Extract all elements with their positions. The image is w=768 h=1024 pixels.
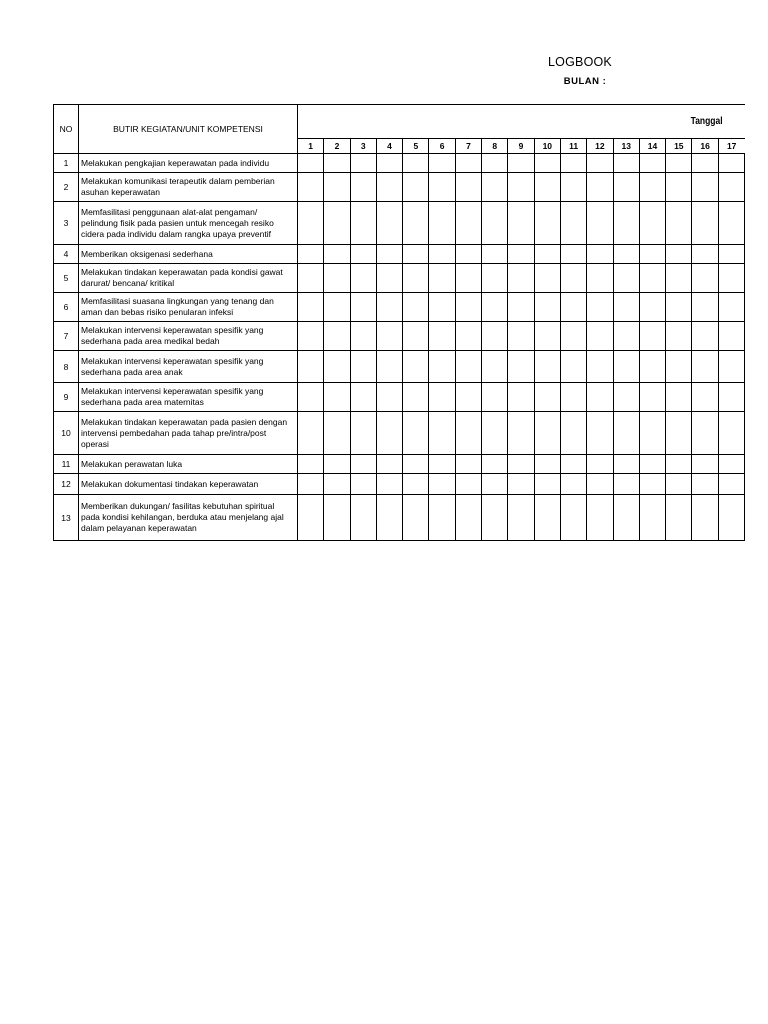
date-cell[interactable] xyxy=(560,322,586,351)
date-cell[interactable] xyxy=(587,173,613,202)
date-cell[interactable] xyxy=(639,293,665,322)
date-cell[interactable] xyxy=(587,322,613,351)
date-cell[interactable] xyxy=(350,474,376,495)
date-cell[interactable] xyxy=(587,495,613,541)
date-cell[interactable] xyxy=(718,322,744,351)
activity-description: Melakukan dokumentasi tindakan keperawatan xyxy=(79,474,298,495)
date-cell[interactable] xyxy=(403,383,429,412)
date-cell[interactable] xyxy=(666,173,692,202)
date-cell[interactable] xyxy=(639,351,665,383)
date-cell[interactable] xyxy=(639,173,665,202)
table-row xyxy=(54,202,745,245)
date-cell[interactable] xyxy=(376,322,402,351)
row-number: 9 xyxy=(54,383,79,412)
day-header-14: 14 xyxy=(639,139,665,154)
date-cell[interactable] xyxy=(692,173,718,202)
date-cell[interactable] xyxy=(403,474,429,495)
date-cell[interactable] xyxy=(455,351,481,383)
table-row xyxy=(54,264,745,293)
date-cell[interactable] xyxy=(613,154,639,173)
date-cell[interactable] xyxy=(324,383,350,412)
date-cell[interactable] xyxy=(482,495,508,541)
date-cell[interactable] xyxy=(508,474,534,495)
date-cell[interactable] xyxy=(455,245,481,264)
date-cell[interactable] xyxy=(613,173,639,202)
date-cell[interactable] xyxy=(718,455,744,474)
date-cell[interactable] xyxy=(718,154,744,173)
header-row xyxy=(54,105,745,139)
date-cell[interactable] xyxy=(718,173,744,202)
date-cell[interactable] xyxy=(324,455,350,474)
date-cell[interactable] xyxy=(508,495,534,541)
date-cell[interactable] xyxy=(639,322,665,351)
date-cell[interactable] xyxy=(482,474,508,495)
row-number: 8 xyxy=(54,351,79,383)
date-cell[interactable] xyxy=(692,455,718,474)
day-header-7: 7 xyxy=(455,139,481,154)
date-cell[interactable] xyxy=(587,383,613,412)
date-cell[interactable] xyxy=(429,202,455,245)
date-cell[interactable] xyxy=(534,154,560,173)
date-cell[interactable] xyxy=(298,412,324,455)
date-cell[interactable] xyxy=(666,351,692,383)
day-header-16: 16 xyxy=(692,139,718,154)
date-cell[interactable] xyxy=(324,202,350,245)
date-cell[interactable] xyxy=(376,412,402,455)
table-row xyxy=(54,245,745,264)
date-cell[interactable] xyxy=(482,293,508,322)
date-cell[interactable] xyxy=(639,383,665,412)
column-header-date xyxy=(298,105,745,139)
date-cell[interactable] xyxy=(692,412,718,455)
date-cell[interactable] xyxy=(718,245,744,264)
date-cell[interactable] xyxy=(718,383,744,412)
date-cell[interactable] xyxy=(613,474,639,495)
date-cell[interactable] xyxy=(560,495,586,541)
date-cell[interactable] xyxy=(429,293,455,322)
date-cell[interactable] xyxy=(534,351,560,383)
date-cell[interactable] xyxy=(376,264,402,293)
activity-description: Melakukan pengkajian keperawatan pada individu xyxy=(79,154,298,173)
date-cell[interactable] xyxy=(718,293,744,322)
date-cell[interactable] xyxy=(613,293,639,322)
date-cell[interactable] xyxy=(298,351,324,383)
column-header-no: NO xyxy=(54,105,79,154)
day-header-15: 15 xyxy=(666,139,692,154)
date-cell[interactable] xyxy=(534,455,560,474)
table-row xyxy=(54,383,745,412)
activity-description: Melakukan intervensi keperawatan spesifik yang sederhana pada area maternitas xyxy=(79,383,298,412)
date-cell[interactable] xyxy=(350,412,376,455)
date-cell[interactable] xyxy=(298,322,324,351)
activity-description: Melakukan tindakan keperawatan pada kondisi gawat darurat/ bencana/ kritikal xyxy=(79,264,298,293)
date-cell[interactable] xyxy=(455,154,481,173)
date-cell[interactable] xyxy=(666,264,692,293)
day-header-4: 4 xyxy=(376,139,402,154)
date-cell[interactable] xyxy=(455,495,481,541)
date-cell[interactable] xyxy=(587,351,613,383)
day-header-6: 6 xyxy=(429,139,455,154)
day-header-2: 2 xyxy=(324,139,350,154)
date-cell[interactable] xyxy=(534,202,560,245)
date-cell[interactable] xyxy=(613,245,639,264)
date-cell[interactable] xyxy=(376,351,402,383)
date-cell[interactable] xyxy=(508,245,534,264)
date-cell[interactable] xyxy=(324,412,350,455)
date-cell[interactable] xyxy=(613,412,639,455)
date-cell[interactable] xyxy=(587,264,613,293)
date-cell[interactable] xyxy=(718,474,744,495)
day-header-12: 12 xyxy=(587,139,613,154)
date-cell[interactable] xyxy=(560,293,586,322)
row-number: 10 xyxy=(54,412,79,455)
month-label: BULAN : xyxy=(563,76,607,87)
date-cell[interactable] xyxy=(429,173,455,202)
date-cell[interactable] xyxy=(666,154,692,173)
activity-description: Memfasilitasi suasana lingkungan yang tenang dan aman dan bebas risiko penularan infeksi xyxy=(79,293,298,322)
date-cell[interactable] xyxy=(692,351,718,383)
day-header-5: 5 xyxy=(403,139,429,154)
date-cell[interactable] xyxy=(534,474,560,495)
date-cell[interactable] xyxy=(560,173,586,202)
activity-description: Melakukan perawatan luka xyxy=(79,455,298,474)
row-number: 7 xyxy=(54,322,79,351)
row-number: 2 xyxy=(54,173,79,202)
date-cell[interactable] xyxy=(587,202,613,245)
date-cell[interactable] xyxy=(587,154,613,173)
date-cell[interactable] xyxy=(350,264,376,293)
date-cell[interactable] xyxy=(613,322,639,351)
row-number: 5 xyxy=(54,264,79,293)
date-cell[interactable] xyxy=(350,322,376,351)
date-cell[interactable] xyxy=(639,264,665,293)
activity-description: Memfasilitasi penggunaan alat-alat pengaman/ pelindung fisik pada pasien untuk mencegah resiko cidera pada individu dalam rangka upaya preventif xyxy=(79,202,298,245)
date-cell[interactable] xyxy=(376,202,402,245)
date-cell[interactable] xyxy=(324,474,350,495)
table-row xyxy=(54,474,745,495)
date-cell[interactable] xyxy=(482,245,508,264)
date-cell[interactable] xyxy=(587,412,613,455)
column-header-activity: BUTIR KEGIATAN/UNIT KOMPETENSI xyxy=(79,105,298,154)
date-cell[interactable] xyxy=(403,245,429,264)
date-cell[interactable] xyxy=(324,154,350,173)
row-number: 12 xyxy=(54,474,79,495)
date-cell[interactable] xyxy=(534,173,560,202)
date-cell[interactable] xyxy=(482,154,508,173)
date-cell[interactable] xyxy=(455,474,481,495)
date-cell[interactable] xyxy=(613,383,639,412)
date-cell[interactable] xyxy=(560,383,586,412)
row-number: 3 xyxy=(54,202,79,245)
date-cell[interactable] xyxy=(429,383,455,412)
table-body xyxy=(54,154,745,541)
row-number: 1 xyxy=(54,154,79,173)
day-header-9: 9 xyxy=(508,139,534,154)
date-cell[interactable] xyxy=(482,173,508,202)
date-cell[interactable] xyxy=(455,264,481,293)
date-cell[interactable] xyxy=(455,455,481,474)
date-cell[interactable] xyxy=(508,264,534,293)
date-cell[interactable] xyxy=(587,293,613,322)
date-cell[interactable] xyxy=(639,455,665,474)
date-cell[interactable] xyxy=(666,455,692,474)
date-cell[interactable] xyxy=(613,351,639,383)
table-row xyxy=(54,455,745,474)
date-cell[interactable] xyxy=(298,455,324,474)
day-header-8: 8 xyxy=(482,139,508,154)
date-cell[interactable] xyxy=(508,455,534,474)
date-cell[interactable] xyxy=(666,322,692,351)
date-cell[interactable] xyxy=(718,351,744,383)
date-cell[interactable] xyxy=(666,293,692,322)
date-cell[interactable] xyxy=(508,202,534,245)
date-cell[interactable] xyxy=(298,495,324,541)
date-cell[interactable] xyxy=(350,351,376,383)
date-cell[interactable] xyxy=(534,383,560,412)
table-header xyxy=(54,105,745,154)
date-cell[interactable] xyxy=(429,495,455,541)
date-cell[interactable] xyxy=(455,173,481,202)
date-cell[interactable] xyxy=(429,322,455,351)
activity-description: Memberikan oksigenasi sederhana xyxy=(79,245,298,264)
date-cell[interactable] xyxy=(560,455,586,474)
table-row xyxy=(54,495,745,541)
date-cell[interactable] xyxy=(350,293,376,322)
date-cell[interactable] xyxy=(692,245,718,264)
date-cell[interactable] xyxy=(718,495,744,541)
date-cell[interactable] xyxy=(666,245,692,264)
date-cell[interactable] xyxy=(455,202,481,245)
date-cell[interactable] xyxy=(376,495,402,541)
date-cell[interactable] xyxy=(482,351,508,383)
date-cell[interactable] xyxy=(534,245,560,264)
date-cell[interactable] xyxy=(692,293,718,322)
date-cell[interactable] xyxy=(324,495,350,541)
date-cell[interactable] xyxy=(482,202,508,245)
date-cell[interactable] xyxy=(692,383,718,412)
date-cell[interactable] xyxy=(376,474,402,495)
table-row xyxy=(54,173,745,202)
date-cell[interactable] xyxy=(455,293,481,322)
date-cell[interactable] xyxy=(350,245,376,264)
date-cell[interactable] xyxy=(560,412,586,455)
date-cell[interactable] xyxy=(324,264,350,293)
row-number: 13 xyxy=(54,495,79,541)
date-cell[interactable] xyxy=(508,173,534,202)
date-cell[interactable] xyxy=(429,154,455,173)
day-header-11: 11 xyxy=(560,139,586,154)
date-cell[interactable] xyxy=(350,154,376,173)
day-header-3: 3 xyxy=(350,139,376,154)
date-cell[interactable] xyxy=(376,383,402,412)
date-cell[interactable] xyxy=(403,495,429,541)
date-cell[interactable] xyxy=(692,154,718,173)
date-cell[interactable] xyxy=(429,264,455,293)
logbook-table xyxy=(53,104,745,541)
date-cell[interactable] xyxy=(298,202,324,245)
date-cell[interactable] xyxy=(613,495,639,541)
date-cell[interactable] xyxy=(324,293,350,322)
date-cell[interactable] xyxy=(534,264,560,293)
date-cell[interactable] xyxy=(666,202,692,245)
date-cell[interactable] xyxy=(455,322,481,351)
date-cell[interactable] xyxy=(350,202,376,245)
row-number: 4 xyxy=(54,245,79,264)
day-header-1: 1 xyxy=(298,139,324,154)
date-cell[interactable] xyxy=(508,351,534,383)
date-cell[interactable] xyxy=(508,154,534,173)
date-cell[interactable] xyxy=(666,474,692,495)
date-cell[interactable] xyxy=(692,202,718,245)
date-cell[interactable] xyxy=(376,293,402,322)
date-cell[interactable] xyxy=(298,383,324,412)
date-cell[interactable] xyxy=(613,202,639,245)
date-cell[interactable] xyxy=(482,412,508,455)
date-cell[interactable] xyxy=(324,173,350,202)
date-cell[interactable] xyxy=(560,202,586,245)
date-cell[interactable] xyxy=(508,322,534,351)
date-cell[interactable] xyxy=(718,202,744,245)
date-cell[interactable] xyxy=(587,455,613,474)
date-cell[interactable] xyxy=(482,383,508,412)
date-cell[interactable] xyxy=(534,495,560,541)
date-cell[interactable] xyxy=(324,351,350,383)
date-cell[interactable] xyxy=(455,412,481,455)
date-cell[interactable] xyxy=(376,455,402,474)
date-cell[interactable] xyxy=(508,412,534,455)
date-cell[interactable] xyxy=(403,173,429,202)
date-cell[interactable] xyxy=(639,202,665,245)
date-cell[interactable] xyxy=(298,474,324,495)
date-cell[interactable] xyxy=(639,412,665,455)
date-cell[interactable] xyxy=(324,322,350,351)
activity-description: Memberikan dukungan/ fasilitas kebutuhan spiritual pada kondisi kehilangan, berduka atau menjelang ajal dalam pelayanan keperawatan xyxy=(79,495,298,541)
date-cell[interactable] xyxy=(534,412,560,455)
date-cell[interactable] xyxy=(350,173,376,202)
date-cell[interactable] xyxy=(560,154,586,173)
date-cell[interactable] xyxy=(455,383,481,412)
date-cell[interactable] xyxy=(350,495,376,541)
date-cell[interactable] xyxy=(560,474,586,495)
date-cell[interactable] xyxy=(350,455,376,474)
date-cell[interactable] xyxy=(718,264,744,293)
date-cell[interactable] xyxy=(429,412,455,455)
date-cell[interactable] xyxy=(639,245,665,264)
date-cell[interactable] xyxy=(666,495,692,541)
date-cell[interactable] xyxy=(718,412,744,455)
date-cell[interactable] xyxy=(534,322,560,351)
date-cell[interactable] xyxy=(350,383,376,412)
date-cell[interactable] xyxy=(692,322,718,351)
activity-description: Melakukan intervensi keperawatan spesifik yang sederhana pada area anak xyxy=(79,351,298,383)
date-cell[interactable] xyxy=(324,245,350,264)
date-cell[interactable] xyxy=(639,154,665,173)
day-header-17: 17 xyxy=(718,139,744,154)
date-cell[interactable] xyxy=(429,455,455,474)
day-header-13: 13 xyxy=(613,139,639,154)
date-cell[interactable] xyxy=(429,474,455,495)
date-cell[interactable] xyxy=(560,245,586,264)
date-cell[interactable] xyxy=(587,245,613,264)
activity-description: Melakukan komunikasi terapeutik dalam pemberian asuhan keperawatan xyxy=(79,173,298,202)
date-cell[interactable] xyxy=(482,455,508,474)
date-cell[interactable] xyxy=(508,293,534,322)
date-cell[interactable] xyxy=(429,245,455,264)
date-cell[interactable] xyxy=(639,495,665,541)
table-row xyxy=(54,154,745,173)
date-cell[interactable] xyxy=(403,351,429,383)
date-header-label: Tanggal xyxy=(690,116,723,127)
date-cell[interactable] xyxy=(376,245,402,264)
date-cell[interactable] xyxy=(666,412,692,455)
date-cell[interactable] xyxy=(298,154,324,173)
date-cell[interactable] xyxy=(692,264,718,293)
date-cell[interactable] xyxy=(403,293,429,322)
date-cell[interactable] xyxy=(639,474,665,495)
date-cell[interactable] xyxy=(376,173,402,202)
date-cell[interactable] xyxy=(587,474,613,495)
row-number: 6 xyxy=(54,293,79,322)
date-cell[interactable] xyxy=(403,154,429,173)
date-cell[interactable] xyxy=(613,455,639,474)
date-cell[interactable] xyxy=(508,383,534,412)
date-cell[interactable] xyxy=(534,293,560,322)
table-row xyxy=(54,351,745,383)
date-cell[interactable] xyxy=(482,322,508,351)
row-number: 11 xyxy=(54,455,79,474)
page-title: LOGBOOK xyxy=(548,55,612,69)
table-row xyxy=(54,322,745,351)
date-cell[interactable] xyxy=(403,202,429,245)
date-cell[interactable] xyxy=(429,351,455,383)
date-cell[interactable] xyxy=(560,351,586,383)
activity-description: Melakukan intervensi keperawatan spesifik yang sederhana pada area medikal bedah xyxy=(79,322,298,351)
date-cell[interactable] xyxy=(298,173,324,202)
date-cell[interactable] xyxy=(403,322,429,351)
date-cell[interactable] xyxy=(692,474,718,495)
date-cell[interactable] xyxy=(403,412,429,455)
date-cell[interactable] xyxy=(613,264,639,293)
date-cell[interactable] xyxy=(692,495,718,541)
date-cell[interactable] xyxy=(482,264,508,293)
table-row xyxy=(54,412,745,455)
date-cell[interactable] xyxy=(560,264,586,293)
date-cell[interactable] xyxy=(298,264,324,293)
table-row xyxy=(54,293,745,322)
date-cell[interactable] xyxy=(298,245,324,264)
date-cell[interactable] xyxy=(403,264,429,293)
day-header-10: 10 xyxy=(534,139,560,154)
activity-description: Melakukan tindakan keperawatan pada pasien dengan intervensi pembedahan pada tahap pre/intra/post operasi xyxy=(79,412,298,455)
date-cell[interactable] xyxy=(298,293,324,322)
date-cell[interactable] xyxy=(403,455,429,474)
date-cell[interactable] xyxy=(376,154,402,173)
date-cell[interactable] xyxy=(666,383,692,412)
